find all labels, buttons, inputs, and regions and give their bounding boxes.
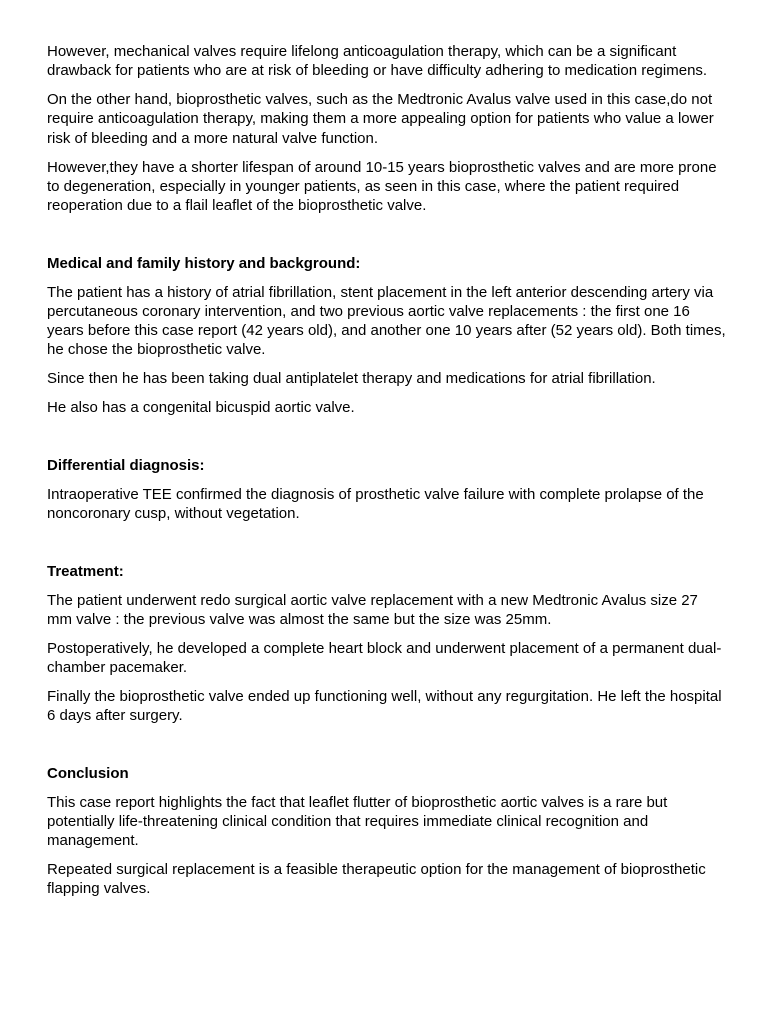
history-paragraph-3: He also has a congenital bicuspid aortic valve. (47, 399, 355, 417)
diagnosis-section (47, 456, 727, 523)
intro-paragraph-1: However, mechanical valves require lifelong anticoagulation therapy, which can be a significant drawback for patients who are at risk of bleeding or have difficulty adhering to medication regimens. (47, 43, 708, 80)
treatment-paragraph-3: Finally the bioprosthetic valve ended up functioning well, without any regurgitation. He left the hospital 6 days after surgery. (47, 688, 722, 725)
treatment-paragraph-2: Postoperatively, he developed a complete heart block and underwent placement of a permanent dual-chamber pacemaker. (47, 639, 722, 677)
history-section (47, 254, 727, 418)
history-paragraph-1: The patient has a history of atrial fibrillation, stent placement in the left anterior descending artery via percutaneous coronary intervention, and two previous aortic valve replacements : the first one 16 years before this case report (42 years old), and another one 10 years after (52 years old). Both times, he chose the bioprosthetic valve. (47, 283, 726, 359)
treatment-heading: Treatment: (47, 562, 124, 580)
intro-section (47, 42, 727, 215)
section-spacer (47, 735, 727, 764)
conclusion-section (47, 764, 727, 899)
diagnosis-heading: Differential diagnosis: (47, 456, 205, 474)
document-page (47, 42, 727, 908)
conclusion-paragraph-2: Repeated surgical replacement is a feasible therapeutic option for the management of bioprosthetic flapping valves. (47, 861, 706, 898)
conclusion-heading: Conclusion (47, 764, 129, 782)
conclusion-paragraph-1: This case report highlights the fact that leaflet flutter of bioprosthetic aortic valves is a rare but potentially life-threatening clinical condition that requires immediate clinical recognition and management. (47, 793, 668, 850)
intro-paragraph-2: On the other hand, bioprosthetic valves, such as the Medtronic Avalus valve used in this case,do not require anticoagulation therapy, making them a more appealing option for patients who value a lower risk of bleeding and a more natural valve function. (47, 91, 714, 147)
treatment-paragraph-1: The patient underwent redo surgical aortic valve replacement with a new Medtronic Avalus size 27 mm valve : the previous valve was almost the same but the size was 25mm. (47, 591, 698, 628)
history-paragraph-2: Since then he has been taking dual antiplatelet therapy and medications for atrial fibrillation. (47, 370, 656, 388)
section-spacer (47, 533, 727, 562)
diagnosis-paragraph-1: Intraoperative TEE confirmed the diagnosis of prosthetic valve failure with complete prolapse of the noncoronary cusp, without vegetation. (47, 485, 704, 523)
treatment-section (47, 562, 727, 726)
intro-paragraph-3: However,they have a shorter lifespan of around 10-15 years bioprosthetic valves and are more prone to degeneration, especially in younger patients, as seen in this case, where the patient required reoperation due to a flail leaflet of the bioprosthetic valve. (47, 158, 717, 215)
section-spacer (47, 225, 727, 254)
section-spacer (47, 427, 727, 456)
history-heading: Medical and family history and background: (47, 254, 361, 272)
